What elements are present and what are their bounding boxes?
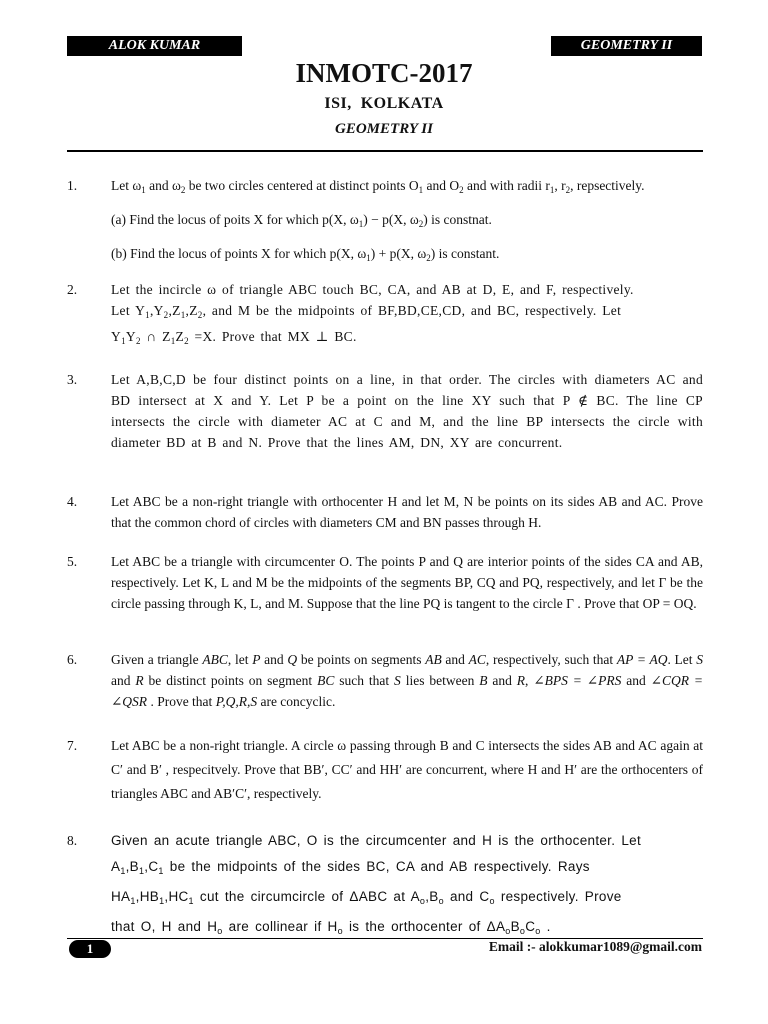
problem-body: Let ABC be a non-right triangle. A circle ω passing through B and C intersects the sides AB and AC again at C′ and B′ , respecitvely. Prove that BB′, CC′ and HH′ are concurrent, where H and H′ are the orthocenters of triangles ABC and AB′C′, respectively. (111, 738, 703, 801)
problem-number: 6. (67, 652, 78, 667)
author-email: Email :- alokkumar1089@gmail.com (488, 939, 702, 954)
problem-body: Let the incircle ω of triangle ABC touch BC, CA, and AB at D, E, and F, respectively. Let $Y_1,Y_2,Z_1,Z_2$, and M be the midpoints of BF,BD,CE,CD, and BC, respectively. Let $Y_1Y_2$ ∩ $Z_1Z_2 =X$. Prove that MX ⊥ BC. (111, 282, 634, 346)
problem-statement: Let $\omega_1$ and $\omega_2$ be two circles centered at distinct points $O_1$ and $O_2$ and with radii $r_1$, $r_2$, repsectively. (111, 178, 645, 195)
problem-number: 5. (67, 554, 78, 569)
header-divider (67, 150, 703, 152)
topic-tag: GEOMETRY II (580, 38, 673, 53)
problem-body: Let ABC be a non-right triangle with orthocenter H and let M, N be points on its sides AB and AC. Prove that the common chord of circles with diameters CM and BN passes through H. (111, 494, 703, 530)
problem-part-a: (a) Find the locus of poits X for which p(X, $\omega_1) - p(X$, $\omega_2$) is constnat. (111, 212, 492, 229)
problem-number: 1. (67, 178, 78, 193)
problem-number: 8. (67, 833, 78, 848)
problem-number: 2. (67, 282, 78, 297)
problem-body: Let ABC be a triangle with circumcenter O. The points P and Q are interior points of the sides CA and AB, respectively. Let K, L and M be the midpoints of the segments BP, CQ and PQ, respectively, and let Γ be the circle passing through K, L, and M. Suppose that the line PQ is tangent to the circle Γ . Prove that OP = OQ. (111, 554, 703, 611)
topic-banner (551, 36, 702, 56)
section-title: GEOMETRY II (335, 121, 433, 137)
problem-body: Given an acute triangle ABC, O is the circumcenter and H is the orthocenter. Let $A_1,B_1,C_1$ be the midpoints of the sides BC, CA and AB respectively. Rays $HA_1,HB_1,HC_1$ cut the circumcircle of ΔABC at $A_o,B_o$ and $C_o$ respectively. Prove that O, H and $H_o$ are collinear if $H_o$ is the orthocenter of $\Delta A_oB_oC_o$ . (111, 833, 641, 936)
document-subtitle: ISI, KOLKATA (324, 95, 444, 112)
problem-body: Given a triangle ABC, let P and Q be points on segments AB and AC, respectively, such that AP = AQ. Let S and R be distinct points on segment BC such that S lies between B and R, ∠BPS = ∠PRS and ∠CQR = ∠QSR . Prove that P,Q,R,S are concyclic. (111, 652, 703, 709)
problem-body (111, 175, 703, 269)
problem-part-b: (b) Find the locus of points X for which p(X, $\omega_1) + p(X$, $\omega_2$) is constant. (111, 246, 500, 263)
author-banner (67, 36, 242, 56)
problem-number: 4. (67, 494, 78, 509)
document-title: INMOTC-2017 (295, 58, 473, 88)
problem-number: 7. (67, 738, 78, 753)
author-name: ALOK KUMAR (108, 38, 201, 53)
problem-body: Let A,B,C,D be four distinct points on a line, in that order. The circles with diameters AC and BD intersect at X and Y. Let P be a point on the line XY such that P ∉ BC. The line CP intersects the circle with diameter AC at C and M, and the line BP intersects the circle with diameter BD at B and N. Prove that the lines AM, DN, XY are concurrent. (111, 372, 703, 450)
page-number: 1 (69, 940, 111, 958)
problem-number: 3. (67, 372, 78, 387)
